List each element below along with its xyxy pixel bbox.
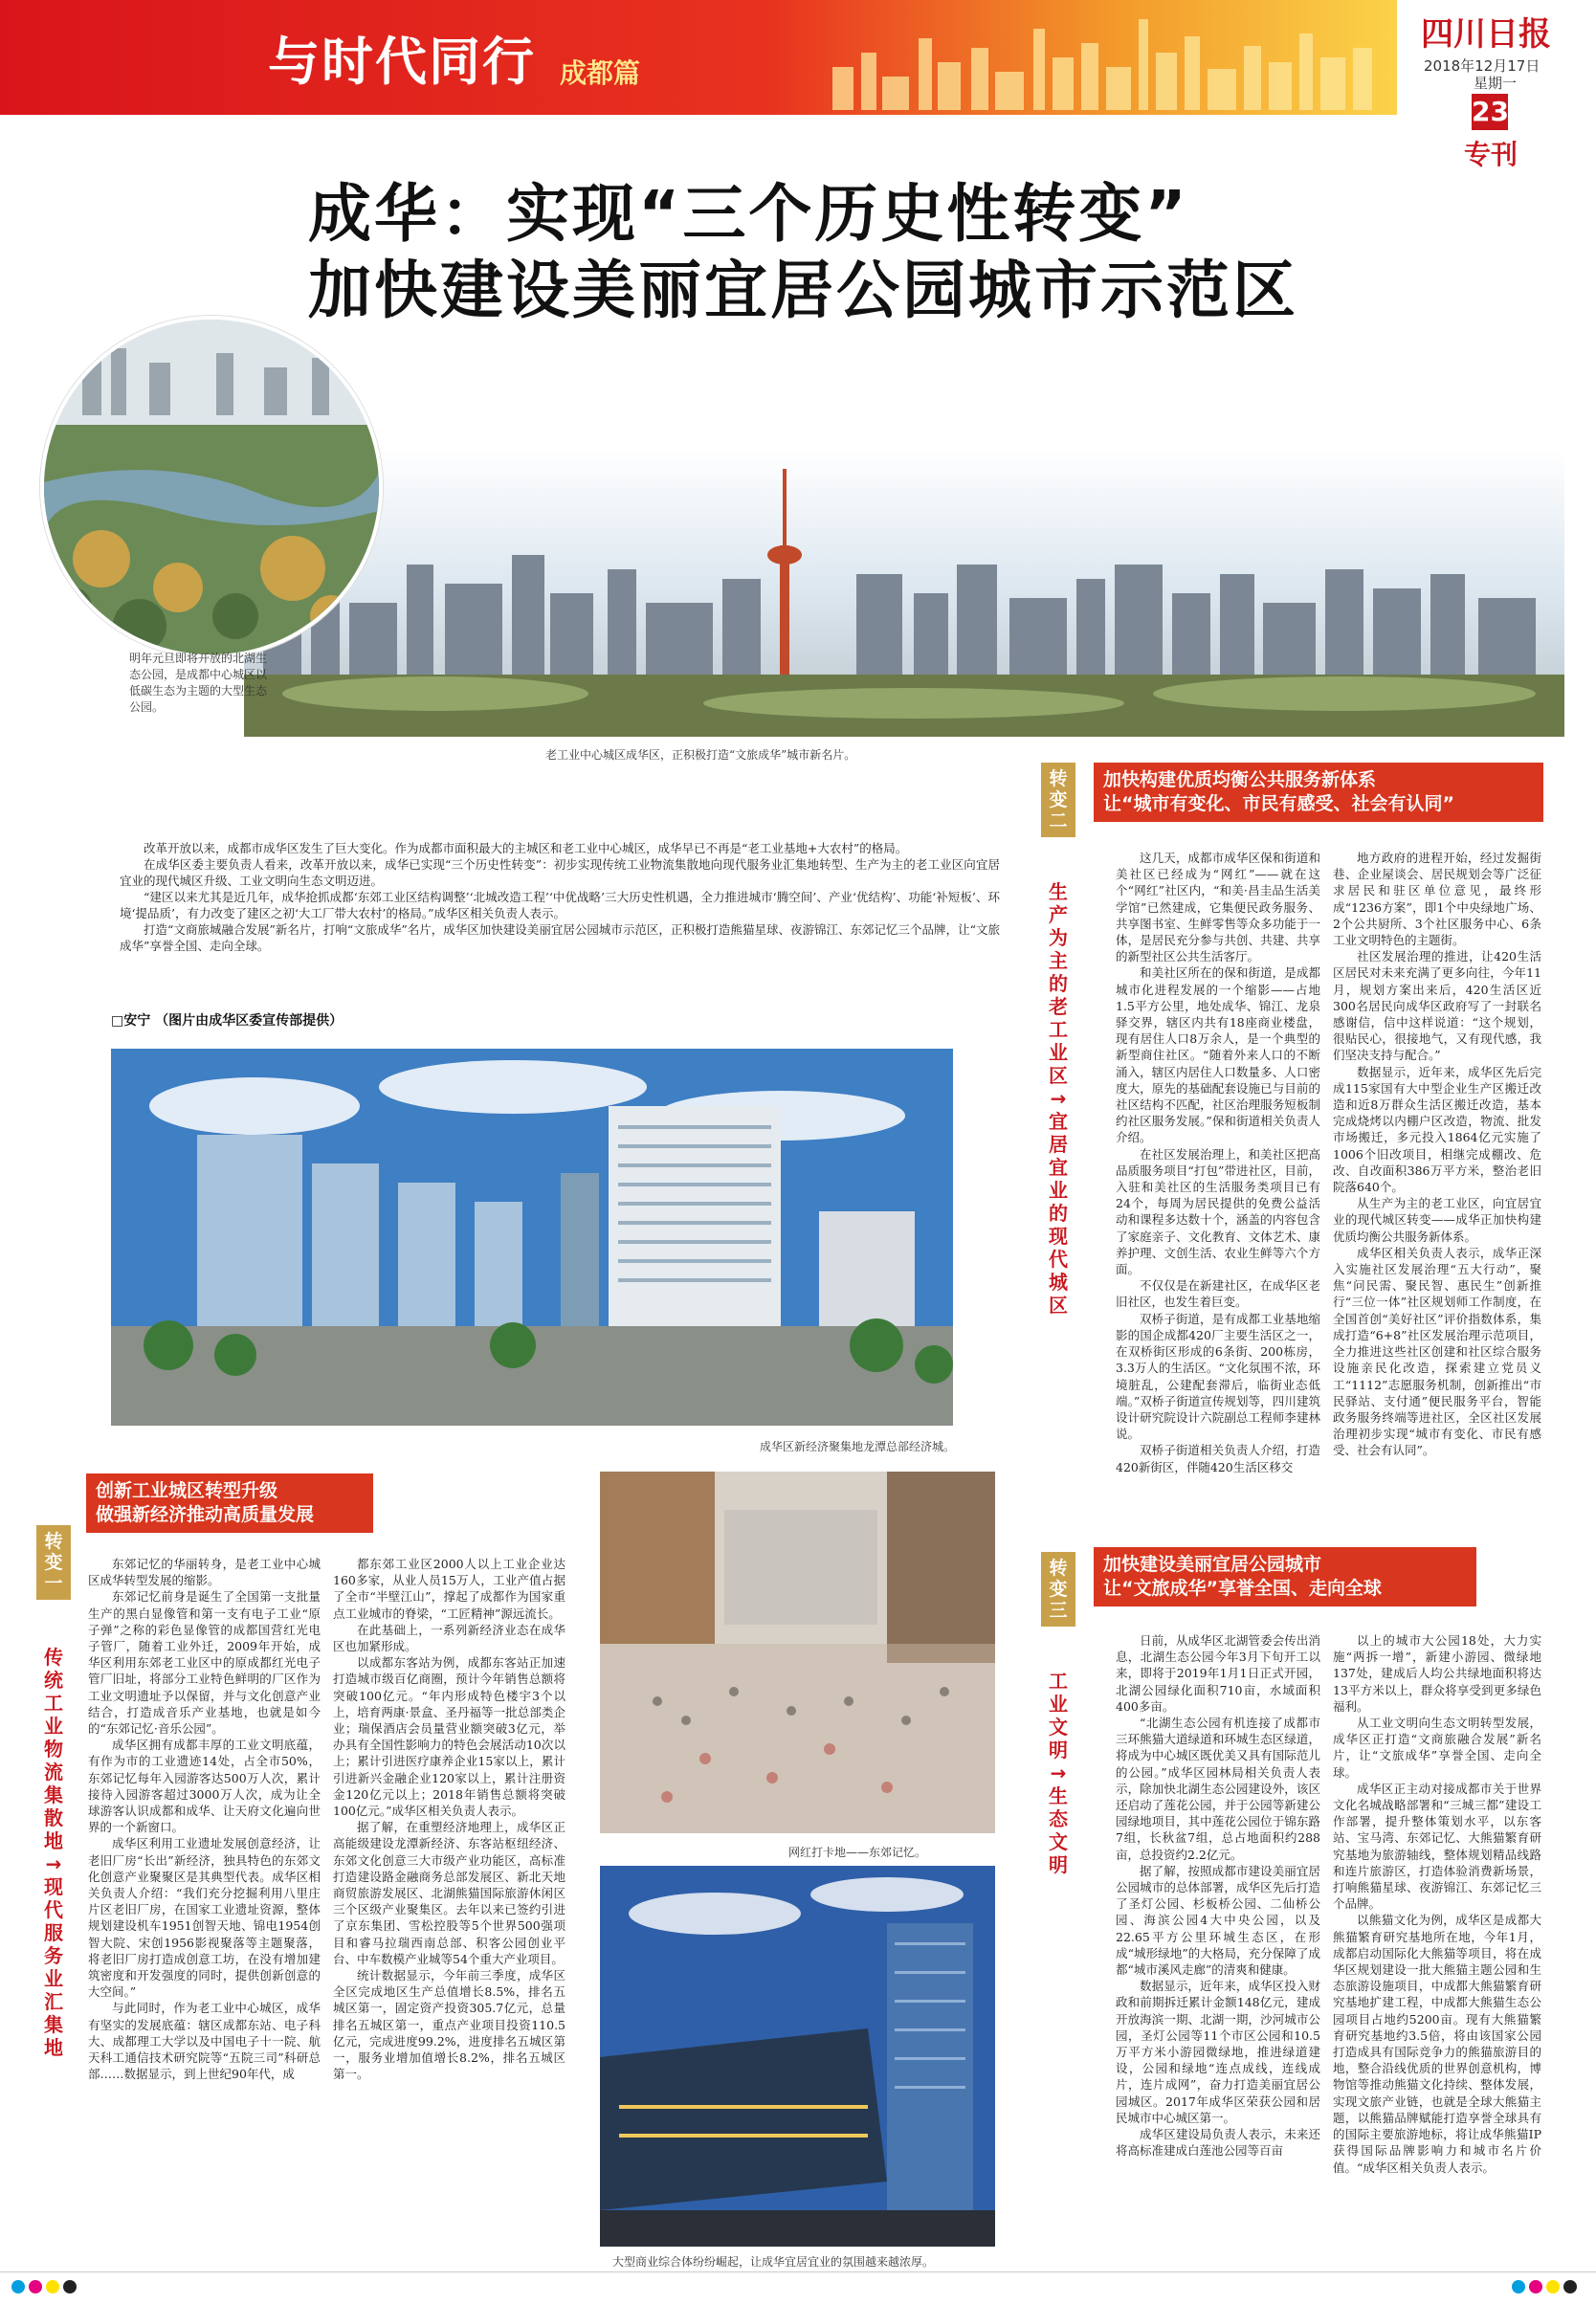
cyan-dot xyxy=(11,2280,25,2293)
intro-text xyxy=(120,840,1000,954)
color-registration-marks-right xyxy=(1512,2279,1581,2297)
section2-column-b xyxy=(1333,850,1541,1539)
lake-park-circle-photo xyxy=(40,316,383,658)
intro-paragraph: 在成华区委主要负责人看来，改革开放以来，成华已实现“三个历史性转变”：初步实现传统工业物流集散地向现代服务业汇集地转型、生产为主的老工业区向宜居宜业的现代城区升级、工业文明向生态文明迈进。 xyxy=(120,857,1000,888)
paragraph: 数据显示，近年来，成华区先后完成115家国有大中型企业生产区搬迁改造和近8万群众生活区搬迁改造，基本完成烧烤以内棚户区改造，物流、批发市场搬迁，多元投入1864亿元实施了1006个旧改项目，相继完成棚改、危改、自改面积386万平方米，整治老旧院落640个。 xyxy=(1333,1064,1541,1195)
section2-column-a xyxy=(1116,850,1320,1539)
section3-column-b xyxy=(1333,1632,1541,2245)
section2-tag: 转变二 xyxy=(1041,763,1075,837)
page-number: 23 xyxy=(1472,94,1508,130)
photo2-caption: 网红打卡地——东郊记忆。 xyxy=(788,1846,927,1859)
cyan-dot xyxy=(1512,2280,1525,2293)
paragraph: 和美社区所在的保和街道，是成都城市化进程发展的一个缩影——占地1.5平方公里，地处成华、锦江、龙泉驿交界，辖区内共有18座商业楼盘，现有居住人口8万余人，是一个典型的新型商住社区。“随着外来人口的不断涌入，辖区内居住人口数量多、人口密度大，原先的基础配套设施已与目前的社区结构不匹配，社区治理服务短板制约社区服务发展。”保和街道相关负责人介绍。 xyxy=(1116,965,1320,1145)
section3-title-line1: 加快建设美丽宜居公园城市 xyxy=(1103,1554,1322,1575)
paragraph: 地方政府的进程开始，经过发掘街巷、企业屋谈会、居民规划会等广泛征求居民和驻区单位意见，最终形成“1236方案”，即1个中央绿地广场、2个公共厨所、3个社区服务中心、6条工业文明特色的主题街。 xyxy=(1333,851,1541,948)
paragraph: “北湖生态公园有机连接了成都市三环熊猫大道绿道和环城生态区绿道，将成为中心城区既优美又具有国际范儿的公园。”成华区园林局相关负责人表示，除加快北湖生态公园建设外，该区还启动了莲花公园，并于公园等新建公园绿地项目，其中莲花公园位于锦东路7组，长秋盆7组，总占地面积约288亩，总投资约2.2亿元。 xyxy=(1116,1716,1320,1862)
paragraph: 成华区正主动对接成都市关于世界文化名城战略部署和“三城三都”建设工作部署，提升整体策划水平，以东客站、宝马湾、东郊记忆、大熊猫繁育研究基地为旅游轴线，整体规划精品线路和连片旅游区，打造体验消费新场景，打响熊猫星球、夜游锦江、东郊记忆三个品牌。 xyxy=(1333,1781,1541,1912)
color-registration-marks xyxy=(11,2279,80,2297)
paragraph: 日前，从成华区北湖管委会传出消息，北湖生态公园今年3月下旬开工以来，即将于2019年1月1日正式开园，北湖公园绿化面积710亩，水域面积400多亩。 xyxy=(1116,1633,1320,1714)
paragraph: 以熊猫文化为例，成华区是成都大熊猫繁育研究基地所在地，今年1月，成都启动国际化大熊猫等项目，将在成华区规划建设一批大熊猫主题公园和生态旅游设施项目，中成都大熊猫繁育研究基地扩建工程，中成都大熊猫生态公园项目占地约5200亩。现有大熊猫繁育研究基地约3.5倍，将由该国家公园打造成具有国际竞争力的熊猫旅游目的地，整合沿线优质的世界创意机构，博物馆等推动熊猫文化持续、整体发展，实现文旅产业链，也就是全球大熊猫主题，以熊猫品牌赋能打造享誉全球具有的国际主要旅游地标，将让成华熊猫IP获得国际品牌影响力和城市名片价值。“成华区相关负责人表示。 xyxy=(1333,1913,1541,2175)
paragraph: 双桥子街道相关负责人介绍，打造420新街区，伴随420生活区移交 xyxy=(1116,1443,1320,1474)
paragraph: 成华区拥有成都丰厚的工业文明底蕴，有作为市的工业遗迹14处，占全市50%，东郊记忆每年入园游客达500万人次，累计接待入园游客超过3000万人次，成为让全球游客认识成都和成华、让天府文化遍向世界的一个新窗口。 xyxy=(88,1738,321,1835)
section1-title-line2: 做强新经济推动高质量发展 xyxy=(96,1504,315,1525)
section1-vertical-label: 传统工业物流集散地→现代服务业汇集地 xyxy=(44,1646,63,2059)
commercial-complex-photo xyxy=(600,1866,995,2247)
paragraph: 这几天，成都市成华区保和街道和美社区已经成为“网红”——就在这个“网红”社区内，“和美·昌圭品生活美学馆”已然建成，它集便民政务服务、共享图书室、生鲜零售等众多功能于一体，是居民充分参与共创、共建、共享的新型社区公共生活客厅。 xyxy=(1116,851,1320,964)
skyline-graphic xyxy=(823,10,1387,110)
byline: □安宁 （图片由成华区委宣传部提供） xyxy=(111,1013,344,1029)
section1-column-b xyxy=(333,1556,565,2283)
paragraph: 以上的城市大公园18处，大力实施“两拆一增”，新建小游园、微绿地137处，建成后人均公共绿地面积将达13平方米以上，群众将享受到更多绿色福利。 xyxy=(1333,1633,1541,1714)
section3-tag: 转变三 xyxy=(1041,1552,1075,1627)
yellow-dot xyxy=(1546,2280,1560,2293)
paragraph: 成华区利用工业遗址发展创意经济，让老旧厂房“长出”新经济，独具特色的东郊文化创意产业聚聚区是其典型代表。成华区相关负责人介绍：“我们充分挖掘利用八里庄片区老旧厂房，在国家工业遗址资源，整体规划建设机车1951创智天地、锦电1954创智大院、宋创1956影视聚落等主题聚落，将老旧厂房打造成创意工坊，在没有增加建筑密度和开发强度的同时，提供创新创意的大空间。” xyxy=(88,1836,321,2000)
photo1-caption: 成华区新经济聚集地龙潭总部经济城。 xyxy=(760,1440,956,1453)
paragraph: 不仅仅是在新建社区，在成华区老旧社区，也发生着巨变。 xyxy=(1116,1278,1320,1310)
paragraph: 数据显示，近年来，成华区投入财政和前期拆迁累计金额148亿元，建成开放海滨一期、北湖一期，沙河城市公园，圣灯公园等11个市区公园和10.5万平方米小游园微绿地，推进绿道建设，公园和绿地“连点成线，连线成片，连片成网”，奋力打造美丽宜居公园城区。2017年成华区荣获公园和居民城市中心城区第一。 xyxy=(1116,1979,1320,2125)
section3-header xyxy=(1094,1547,1476,1606)
issue-date: 2018年12月17日 xyxy=(1424,57,1541,75)
magenta-dot xyxy=(1529,2280,1542,2293)
page-type-label: 专刊 xyxy=(1464,139,1518,170)
issue-weekday: 星期一 xyxy=(1474,75,1518,92)
paragraph: 社区发展治理的推进，让420生活区居民对未来充满了更多向往，今年11月，规划方案出来后，420生活区近300名居民向成华区政府写了一封联名感谢信，信中这样说道：“这个规划，很贴民心，很接地气，又有现代感，我们坚决支持与配合。” xyxy=(1333,949,1541,1063)
intro-paragraph: 改革开放以来，成都市成华区发生了巨大变化。作为成都市面积最大的主城区和老工业中心城区，成华早已不再是“老工业基地+大农村”的格局。 xyxy=(144,841,908,855)
paragraph: 成华区建设局负责人表示，未来还将高标准建成白莲池公园等百亩 xyxy=(1116,2127,1320,2159)
section2-title-line2: 让“城市有变化、市民有感受、社会有认同” xyxy=(1103,793,1454,814)
headline-line-1: 成华：实现“三个历史性转变” xyxy=(308,177,1189,251)
section-subtitle: 成都篇 xyxy=(560,57,641,89)
newspaper-logo: 四川日报 xyxy=(1421,15,1551,54)
black-dot xyxy=(63,2280,77,2293)
photo3-caption: 大型商业综合体纷纷崛起，让成华宜居宜业的氛围越来越浓厚。 xyxy=(612,2255,935,2269)
paragraph: 双桥子街道，是有成都工业基地缩影的国企成都420厂主要生活区之一，在双桥街区形成的6条街、200栋房，3.3万人的生活区。“文化氛围不浓，环境脏乱，公建配套滞后，临街业态低端。”双桥子街道宣传规划等，四川建筑设计研究院设计六院副总工程师李建林说。 xyxy=(1116,1311,1320,1442)
section1-header xyxy=(86,1473,373,1533)
intro-paragraph: “建区以来尤其是近几年，成华抢抓成都‘东郊工业区结构调整’‘北城改造工程’‘中优战略’三大历史性机遇，全力推进城市‘腾空间’、产业‘优结构’、功能‘补短板’、环境‘提品质’，有力改变了建区之初‘大工厂带大农村’的格局。”成华区相关负责人表示。 xyxy=(120,890,1000,920)
paragraph: 在社区发展治理上，和美社区把高品质服务项目“打包”带进社区，目前，入驻和美社区的生活服务类项目已有24个，每周为居民提供的免费公益活动和课程多达数十个，涵盖的内容包含了家庭亲子、文化教育、文体艺术、康养护理、文创生活、农业生鲜等六个方面。 xyxy=(1116,1146,1320,1277)
yellow-dot xyxy=(46,2280,59,2293)
paragraph: 成华区相关负责人表示，成华正深入实施社区发展治理“五大行动”，聚焦“问民需、聚民智、惠民生”创新推行“三位一体”社区规划师工作制度，在全国首创“美好社区”评价指数体系，集成打造“6+8”社区发展治理示范项目，全力推进这些社区创建和社区综合服务设施亲民化改造，探索建立党员义工“1112”志愿服务机制，创新推出“市民驿站、支付通”便民服务平台，智能政务服务终端等进社区，全区社区发展治理初步实现“城市有变化、市民有感受、社会有认同”。 xyxy=(1333,1245,1541,1458)
paragraph: 从工业文明向生态文明转型发展，成华区正打造“文商旅融合发展”新名片，让“文旅成华”享誉全国、走向全球。 xyxy=(1333,1716,1541,1780)
panorama-caption: 老工业中心城区成华区，正积极打造“文旅成华”城市新名片。 xyxy=(545,748,856,762)
paragraph: 在此基础上，一系列新经济业态在成华区也加紧形成。 xyxy=(333,1622,565,1654)
paragraph: 据了解，在重塑经济地理上，成华区正高能级建设龙潭新经济、东客站枢纽经济、东郊文化创意三大市级产业功能区，高标准打造建设路金融商务总部发展区、新北天地商贸旅游发展区、北湖熊猫国际旅游休闲区三个区级产业聚集区。去年以来已签约引进了京东集团、雪松控股等5个世界500强项目和睿马拉瑞西南总部、积客公园创业平台、中车数模产业城等54个重大产业项目。 xyxy=(333,1820,565,1966)
paragraph: 据了解，按照成都市建设美丽宜居公园城市的总体部署，成华区先后打造了圣灯公园、杉板桥公园、二仙桥公园、海滨公园4大中央公园，以及22.65平方公里环城生态区，在形成“城形绿地”的大格局，充分保障了成都“城市溪风走廊”的清爽和健康。 xyxy=(1116,1863,1320,1978)
section1-tag: 转变一 xyxy=(36,1525,71,1600)
economic-city-photo xyxy=(111,1049,953,1426)
section2-title-line1: 加快构建优质均衡公共服务新体系 xyxy=(1103,769,1377,790)
paragraph: 东郊记忆的华丽转身，是老工业中心城区成华转型发展的缩影。 xyxy=(88,1557,321,1588)
circle-photo-caption: 明年元旦即将开放的北湖生态公园，是成都中心城区以低碳生态为主题的大型生态公园。 xyxy=(129,652,268,714)
magenta-dot xyxy=(29,2280,42,2293)
paragraph: 都东郊工业区2000人以上工业企业达160多家，从业人员15万人，工业产值占据了全市“半壁江山”，撑起了成都作为国家重点工业城市的脊梁，“工匠精神”源远流长。 xyxy=(333,1557,565,1621)
section3-column-a xyxy=(1116,1632,1320,2245)
section1-title-line1: 创新工业城区转型升级 xyxy=(96,1480,278,1501)
section2-header xyxy=(1094,763,1543,822)
paragraph: 从生产为主的老工业区，向宜居宜业的现代城区转变——成华正加快构建优质均衡公共服务新体系。 xyxy=(1333,1196,1541,1244)
paragraph: 东郊记忆前身是诞生了全国第一支批量生产的黑白显像管和第一支有电子工业“原子弹”之称的彩色显像管的成都国营红光电子管厂，随着工业外迁，2009年开始，成华区利用东郊老工业区中的原成都红光电子管厂旧址，将部分工业特色鲜明的厂区作为工业文明遗址予以保留，并与文化创意产业结合，打造成音乐产业基地，也就是如今的“东郊记忆·音乐公园”。 xyxy=(88,1589,321,1737)
paragraph: 与此同时，作为老工业中心城区，成华有坚实的发展底蕴：辖区成都东站、电子科大、成都理工大学以及中国电子十一院、航天科工通信技术研究院等“五院三司”科研总部……数据显示，到上世纪90年代，成 xyxy=(88,2001,321,2082)
paragraph: 统计数据显示，今年前三季度，成华区全区完成地区生产总值增长8.5%，排名五城区第一，固定资产投资305.7亿元，总量排名五城区第一，重点产业项目投资110.5亿元，完成进度99.2%，进度排名五城区第一，服务业增加值增长8.2%，排名五城区第一。 xyxy=(333,1968,565,2082)
headline-line-2: 加快建设美丽宜居公园城市示范区 xyxy=(308,254,1298,327)
section3-title-line2: 让“文旅成华”享誉全国、走向全球 xyxy=(1103,1578,1382,1599)
intro-paragraph: 打造“文商旅城融合发展”新名片，打响“文旅成华”名片，成华区加快建设美丽宜居公园城市示范区，正积极打造熊猫星球、夜游锦江、东郊记忆三个品牌，让“文旅成华”享誉全国、走向全球。 xyxy=(120,922,1000,953)
footer-rule xyxy=(0,2271,1596,2272)
section-title: 与时代同行 xyxy=(268,32,536,92)
section3-vertical-label: 工业文明→生态文明 xyxy=(1049,1670,1068,1876)
dongjiao-memory-photo xyxy=(600,1472,995,1833)
paragraph: 以成都东客站为例，成都东客站正加速打造城市级百亿商圈，预计今年销售总额将突破100亿元。“年内形成特色楼宇3个以上，培育两康·景盒、圣丹福等一批总部类企业；瑞保酒店会员量营业额突破3亿元，举办具有全国性影响力的特色会展活动10次以上；累计引进医疗康养企业15家以上，累计引进新兴金融企业120家以上，累计注册资金120亿元以上；2018年销售总额将突破100亿元。”成华区相关负责人表示。 xyxy=(333,1655,565,1819)
section2-vertical-label: 生产为主的老工业区→宜居宜业的现代城区 xyxy=(1049,880,1068,1317)
section1-column-a xyxy=(88,1556,321,2283)
panorama-photo xyxy=(244,450,1564,737)
black-dot xyxy=(1563,2280,1577,2293)
